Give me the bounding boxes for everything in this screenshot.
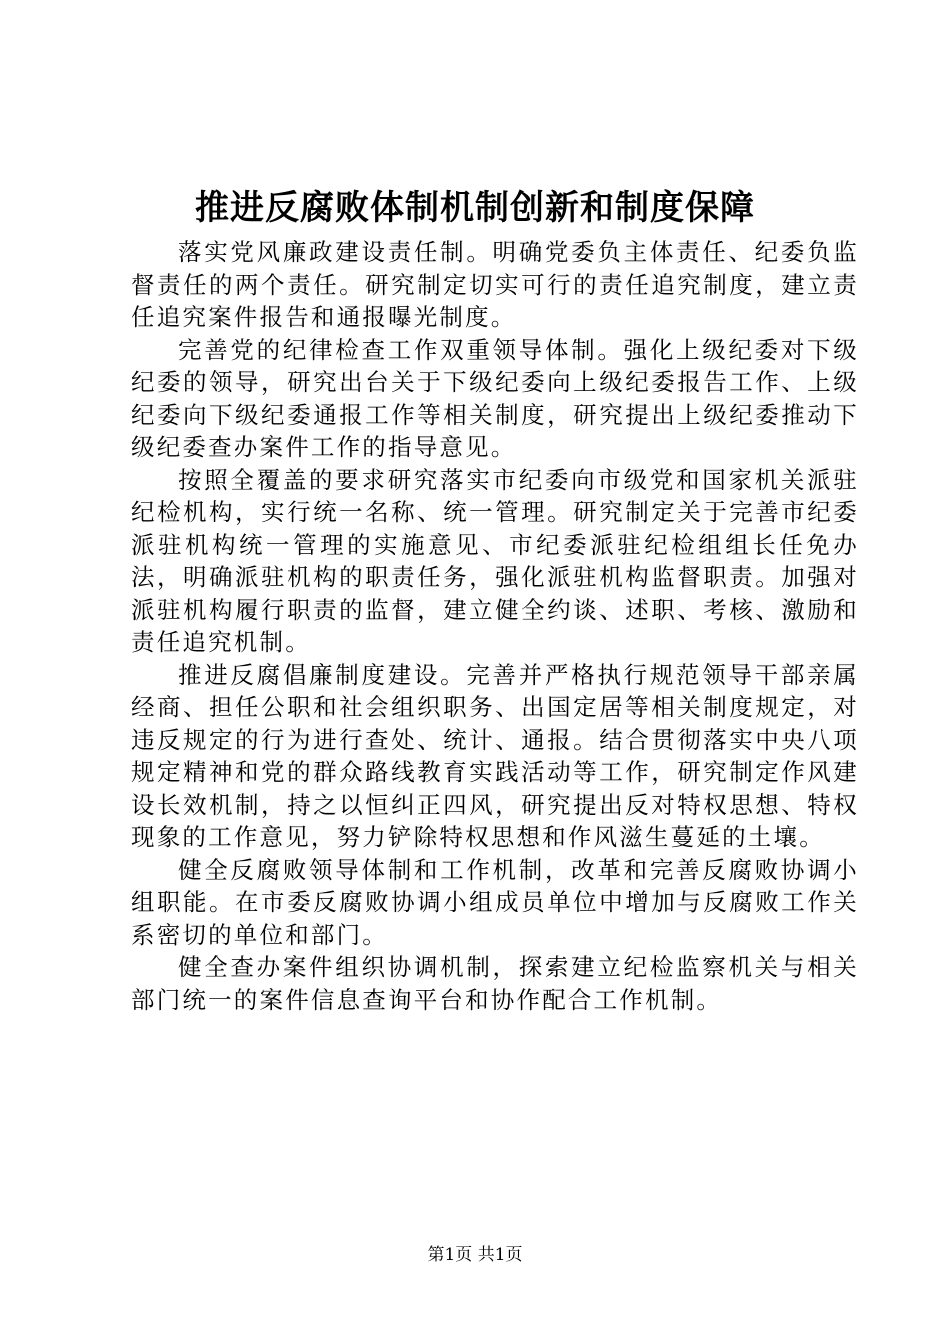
paragraph-anti-corruption-system: 推进反腐倡廉制度建设。完善并严格执行规范领导干部亲属经商、担任公职和社会组织职务、出国定居等相关制度规定，对违反规定的行为进行查处、统计、通报。结合贯彻落实中央八项规定精神和党的群众路线教育实践活动等工作，研究制定作风建设长效机制，持之以恒纠正四风，研究提出反对特权思想、特权现象的工作意见，努力铲除特权思想和作风滋生蔓延的土壤。: [131, 660, 859, 851]
paragraph-leadership-mechanism: 健全反腐败领导体制和工作机制，改革和完善反腐败协调小组职能。在市委反腐败协调小组成员单位中增加与反腐败工作关系密切的单位和部门。: [131, 855, 859, 949]
paragraph-case-coordination: 健全查办案件组织协调机制，探索建立纪检监察机关与相关部门统一的案件信息查询平台和协作配合工作机制。: [131, 953, 859, 1014]
paragraph-stationed-agencies: 按照全覆盖的要求研究落实市纪委向市级党和国家机关派驻纪检机构，实行统一名称、统一管理。研究制定关于完善市纪委派驻机构统一管理的实施意见、市纪委派驻纪检组组长任免办法，明确派驻机构的职责任务，强化派驻机构监督职责。加强对派驻机构履行职责的监督，建立健全约谈、述职、考核、激励和责任追究机制。: [131, 465, 859, 656]
paragraph-responsibility-system: 落实党风廉政建设责任制。明确党委负主体责任、纪委负监督责任的两个责任。研究制定切实可行的责任追究制度，建立责任追究案件报告和通报曝光制度。: [131, 238, 859, 331]
page-footer: 第1页 共1页: [427, 1245, 523, 1265]
document-body: [131, 236, 859, 1016]
document-title: 推进反腐败体制机制创新和制度保障: [195, 188, 755, 228]
paragraph-dual-leadership: 完善党的纪律检查工作双重领导体制。强化上级纪委对下级纪委的领导，研究出台关于下级纪委向上级纪委报告工作、上级纪委向下级纪委通报工作等相关制度，研究提出上级纪委推动下级纪委查办案件工作的指导意见。: [131, 335, 859, 461]
